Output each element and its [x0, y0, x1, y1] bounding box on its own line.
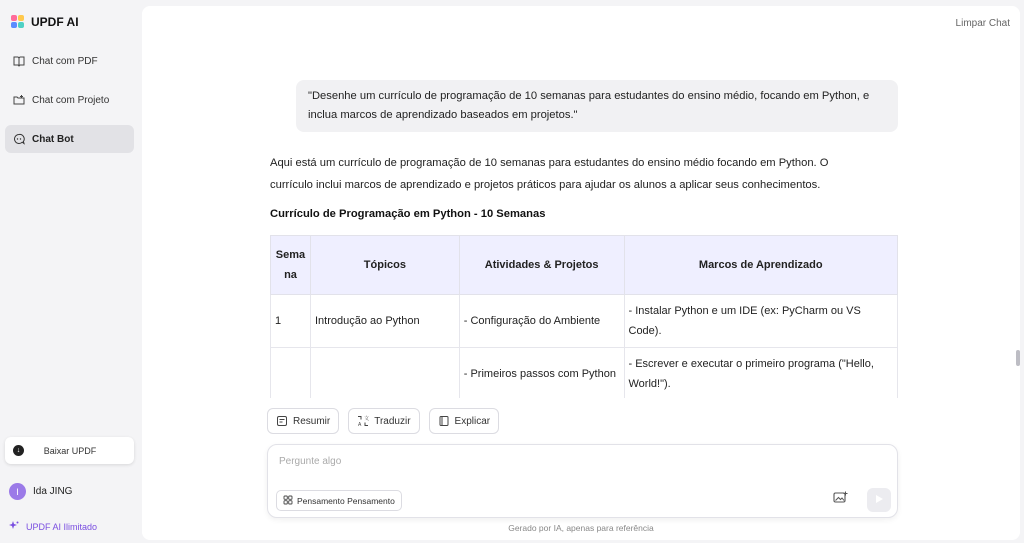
- thinking-toggle-button[interactable]: [276, 490, 402, 511]
- curriculum-table: [270, 235, 898, 398]
- table-row: [271, 295, 898, 348]
- table-cell: Introdução ao Python: [310, 295, 459, 348]
- table-cell: [271, 348, 311, 399]
- chatbot-icon: [13, 133, 25, 145]
- user-message: "Desenhe um currículo de programação de 10 semanas para estudantes do ensino médio, focando em Python, e inclua marcos de aprendizado baseados em projetos.": [296, 80, 898, 132]
- scrollbar-thumb[interactable]: [1016, 350, 1020, 366]
- thinking-label: Pensamento Pensamento: [297, 495, 395, 506]
- quick-actions: [267, 408, 499, 434]
- assistant-heading: Currículo de Programação em Python - 10 Semanas: [270, 208, 546, 220]
- updf-logo-icon: [10, 14, 25, 29]
- table-cell: 1: [271, 295, 311, 348]
- user-name: Ida JING: [33, 486, 73, 497]
- user-profile[interactable]: [9, 483, 72, 500]
- table-header: Tópicos: [310, 236, 459, 295]
- assistant-intro: Aqui está um currículo de programação de 10 semanas para estudantes do ensino médio focando em Python. O currículo inclui marcos de aprendizado e projetos práticos para ajudar os alunos a aplicar seus conhecimentos.: [270, 157, 829, 191]
- folder-icon: [13, 94, 25, 106]
- table-header: Marcos de Aprendizado: [624, 236, 898, 295]
- footer-disclaimer: Gerado por IA, apenas para referência: [508, 523, 654, 533]
- sidebar-item-label: Chat com Projeto: [32, 94, 110, 106]
- summarize-label: Resumir: [293, 415, 331, 427]
- translate-button[interactable]: [348, 408, 419, 434]
- thinking-icon: [283, 495, 293, 507]
- svg-text:文: 文: [364, 416, 370, 422]
- send-button[interactable]: [867, 488, 891, 512]
- plan-label: UPDF AI Ilimitado: [26, 522, 98, 532]
- send-icon: [874, 491, 884, 509]
- sidebar-item-chat-pdf[interactable]: [5, 47, 134, 75]
- svg-text:A: A: [358, 422, 362, 427]
- brand: [10, 14, 79, 29]
- explain-button[interactable]: [429, 408, 500, 434]
- sidebar-item-label: Chat Bot: [32, 133, 74, 145]
- table-cell: - Primeiros passos com Python: [459, 348, 624, 399]
- sidebar-item-chat-bot[interactable]: [5, 125, 134, 153]
- table-cell: [310, 348, 459, 399]
- explain-label: Explicar: [454, 415, 491, 427]
- table-header-row: [271, 236, 898, 295]
- composer: [267, 444, 898, 518]
- summarize-button[interactable]: [267, 408, 339, 434]
- image-upload-button[interactable]: [831, 491, 849, 509]
- brand-name: UPDF AI: [31, 14, 79, 29]
- sparkle-icon: [9, 521, 19, 533]
- sidebar-item-label: Chat com PDF: [32, 55, 98, 67]
- chat-panel: [142, 6, 1020, 540]
- table-row: [271, 348, 898, 399]
- download-label: Baixar UPDF: [43, 445, 97, 456]
- message-input[interactable]: [279, 456, 799, 467]
- table-cell: - Instalar Python e um IDE (ex: PyCharm ou VS Code).: [624, 295, 898, 348]
- translate-label: Traduzir: [374, 415, 411, 427]
- book-open-icon: [438, 415, 450, 427]
- sidebar-item-chat-project[interactable]: [5, 86, 134, 114]
- table-header: Sema na: [271, 236, 311, 295]
- download-icon: ↓: [13, 445, 24, 456]
- table-cell: - Configuração do Ambiente: [459, 295, 624, 348]
- sidebar: [0, 0, 140, 543]
- translate-icon: [357, 415, 369, 427]
- book-icon: [13, 55, 25, 67]
- clear-chat-button[interactable]: Limpar Chat: [955, 18, 1010, 29]
- download-updf-button[interactable]: [5, 437, 134, 464]
- avatar: I: [9, 483, 26, 500]
- summarize-icon: [276, 415, 288, 427]
- table-header: Atividades & Projetos: [459, 236, 624, 295]
- table-cell: - Escrever e executar o primeiro programa ("Hello, World!").: [624, 348, 898, 399]
- image-icon: [833, 491, 848, 509]
- plan-link[interactable]: [9, 521, 97, 533]
